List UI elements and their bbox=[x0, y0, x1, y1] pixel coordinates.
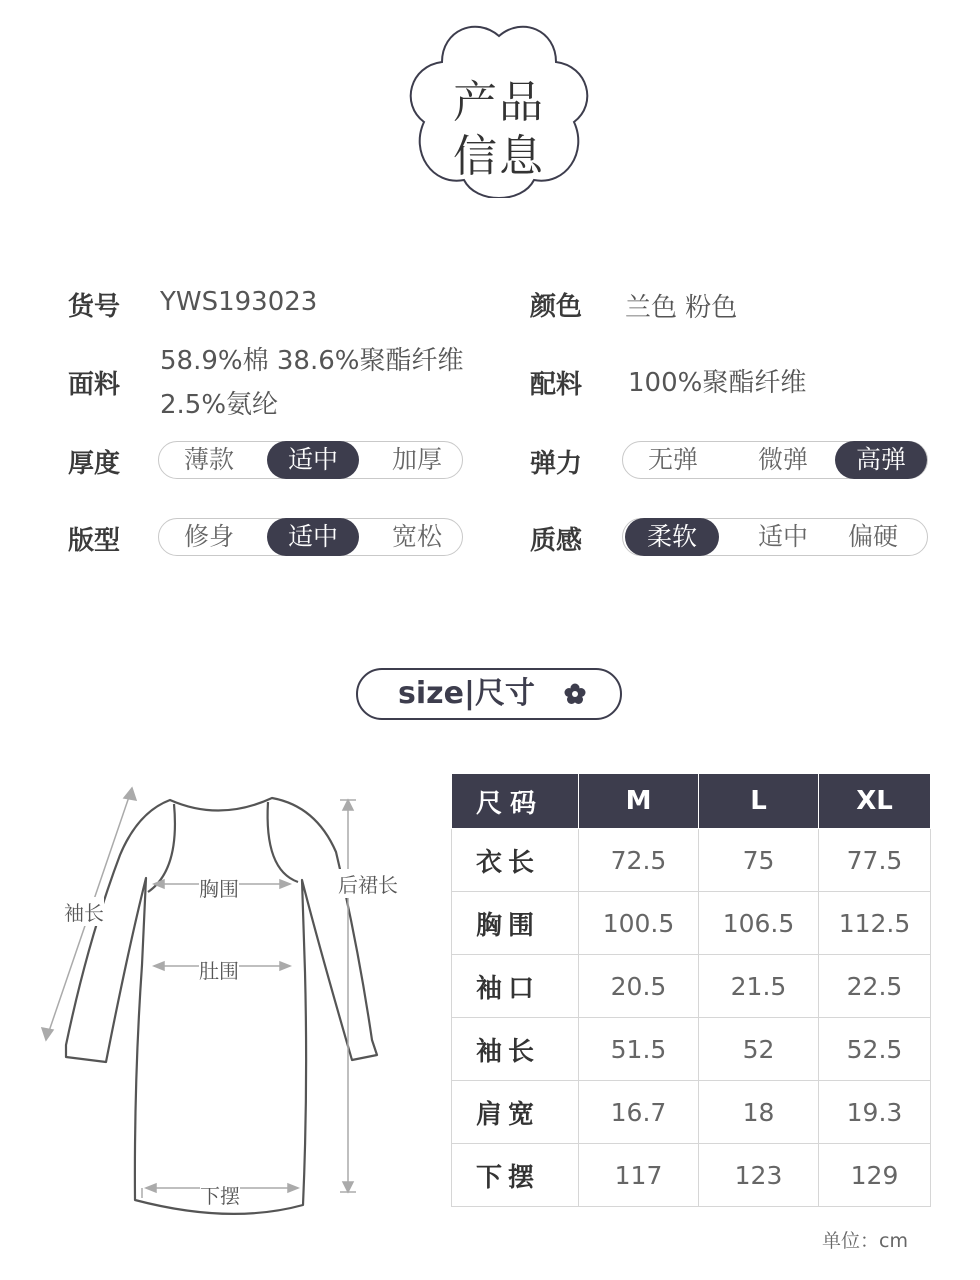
table-row bbox=[452, 1144, 931, 1207]
elasticity-option-slight[interactable]: 微弹 bbox=[757, 445, 808, 474]
thickness-option-thin[interactable]: 薄款 bbox=[183, 445, 234, 474]
table-cell: 72.5 bbox=[579, 829, 699, 892]
size-section-title bbox=[356, 668, 622, 720]
column-header-l: L bbox=[699, 774, 819, 829]
table-cell: 77.5 bbox=[819, 829, 931, 892]
diagram-label-chest: 胸围 bbox=[199, 873, 239, 902]
fit-label: 版型 bbox=[68, 526, 121, 556]
table-cell: 51.5 bbox=[579, 1018, 699, 1081]
thickness-option-thick[interactable]: 加厚 bbox=[391, 445, 442, 474]
diagram-label-hem: 下摆 bbox=[200, 1180, 240, 1209]
dress-outline bbox=[66, 798, 377, 1214]
size-table-header bbox=[452, 774, 931, 829]
elasticity-options bbox=[622, 441, 928, 479]
thickness-label: 厚度 bbox=[68, 449, 121, 479]
table-cell: 106.5 bbox=[699, 892, 819, 955]
table-cell: 123 bbox=[699, 1144, 819, 1207]
fit-options bbox=[158, 518, 463, 556]
table-cell: 21.5 bbox=[699, 955, 819, 1018]
size-table bbox=[451, 773, 931, 1207]
color-label: 颜色 bbox=[530, 292, 583, 322]
fit-option-loose[interactable]: 宽松 bbox=[391, 522, 442, 551]
fabric-value-line1: 58.9%棉 38.6%聚酯纤维 bbox=[160, 346, 464, 376]
texture-option-stiff[interactable]: 偏硬 bbox=[847, 522, 898, 551]
row-label: 袖长 bbox=[452, 1018, 579, 1081]
table-row bbox=[452, 955, 931, 1018]
table-cell: 112.5 bbox=[819, 892, 931, 955]
row-label: 衣长 bbox=[452, 829, 579, 892]
table-cell: 16.7 bbox=[579, 1081, 699, 1144]
texture-label: 质感 bbox=[530, 526, 583, 556]
unit-note: 单位：cm bbox=[822, 1230, 908, 1252]
row-label: 胸围 bbox=[452, 892, 579, 955]
table-row bbox=[452, 892, 931, 955]
table-cell: 20.5 bbox=[579, 955, 699, 1018]
garment-measurement-diagram bbox=[20, 760, 440, 1220]
fabric-value-line2: 2.5%氨纶 bbox=[160, 390, 279, 420]
fit-option-regular[interactable]: 适中 bbox=[267, 518, 359, 556]
header-title-line1: 产品 bbox=[453, 77, 545, 128]
diagram-label-back-length: 后裙长 bbox=[338, 869, 398, 898]
product-info-badge bbox=[406, 22, 592, 198]
table-cell: 52 bbox=[699, 1018, 819, 1081]
lining-value: 100%聚酯纤维 bbox=[628, 368, 807, 398]
fabric-label: 面料 bbox=[68, 370, 121, 400]
texture-option-soft[interactable]: 柔软 bbox=[625, 518, 719, 556]
table-cell: 52.5 bbox=[819, 1018, 931, 1081]
table-cell: 100.5 bbox=[579, 892, 699, 955]
row-label: 下摆 bbox=[452, 1144, 579, 1207]
table-cell: 18 bbox=[699, 1081, 819, 1144]
table-cell: 117 bbox=[579, 1144, 699, 1207]
table-cell: 22.5 bbox=[819, 955, 931, 1018]
diagram-label-sleeve-length: 袖长 bbox=[64, 897, 104, 926]
elasticity-label: 弹力 bbox=[530, 449, 583, 479]
elasticity-option-none[interactable]: 无弹 bbox=[647, 445, 698, 474]
fit-option-slim[interactable]: 修身 bbox=[183, 522, 234, 551]
table-row bbox=[452, 1018, 931, 1081]
thickness-option-medium[interactable]: 适中 bbox=[267, 441, 359, 479]
color-value: 兰色 粉色 bbox=[625, 293, 738, 323]
diagram-label-belly: 肚围 bbox=[199, 955, 239, 984]
size-title-text: size|尺寸 bbox=[398, 676, 535, 711]
item-no-value: YWS193023 bbox=[160, 287, 318, 317]
header-title-line2: 信息 bbox=[453, 131, 545, 182]
row-label: 肩宽 bbox=[452, 1081, 579, 1144]
thickness-options bbox=[158, 441, 463, 479]
lining-label: 配料 bbox=[530, 370, 583, 400]
column-header-xl: XL bbox=[819, 774, 931, 829]
row-label: 袖口 bbox=[452, 955, 579, 1018]
table-cell: 75 bbox=[699, 829, 819, 892]
flower-icon bbox=[564, 683, 586, 705]
table-row bbox=[452, 1081, 931, 1144]
elasticity-option-high[interactable]: 高弹 bbox=[835, 441, 927, 479]
table-cell: 129 bbox=[819, 1144, 931, 1207]
texture-option-medium[interactable]: 适中 bbox=[757, 522, 808, 551]
texture-options bbox=[622, 518, 928, 556]
table-cell: 19.3 bbox=[819, 1081, 931, 1144]
table-row bbox=[452, 829, 931, 892]
column-header-size: 尺码 bbox=[452, 774, 579, 829]
item-no-label: 货号 bbox=[68, 292, 121, 322]
column-header-m: M bbox=[579, 774, 699, 829]
